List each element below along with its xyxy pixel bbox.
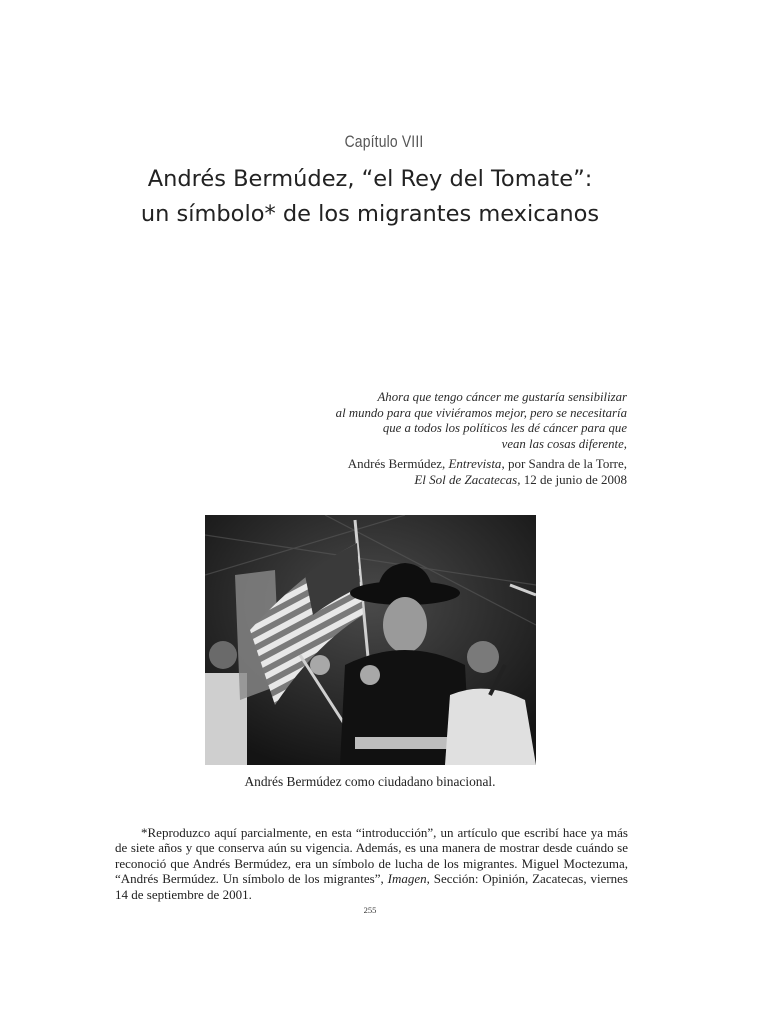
figure-caption: Andrés Bermúdez como ciudadano binacional. — [244, 774, 496, 789]
footnote-text-after: , Sección: Opinión, Zacatecas, viernes 14 de septiembre de 2001. — [115, 871, 628, 902]
epigraph-line: vean las cosas diferente, — [501, 436, 627, 451]
attribution-newspaper: El Sol de Zacatecas, — [414, 472, 521, 487]
chapter-label: Capítulo VIII — [344, 132, 424, 151]
attribution-work: Entrevista — [448, 456, 502, 471]
epigraph-line: Ahora que tengo cáncer me gustaría sensibilizar — [377, 390, 627, 404]
epigraph-attribution — [207, 456, 627, 488]
page-number: 255 — [363, 905, 377, 915]
chapter-title-line-2: un símbolo* de los migrantes mexicanos — [140, 201, 600, 227]
chapter-title — [0, 162, 740, 232]
epigraph-line: al mundo para que viviéramos mejor, pero se necesitaría — [335, 405, 627, 420]
attribution-date: 12 de junio de 2008 — [520, 472, 627, 487]
footnote — [115, 825, 628, 902]
epigraph-line: que a todos los políticos les dé cáncer para que — [382, 421, 627, 436]
photo-illustration — [205, 515, 536, 765]
attribution-line-1 — [207, 456, 627, 472]
attribution-line-2 — [207, 472, 627, 488]
epigraph — [207, 390, 627, 452]
attribution-author: Andrés Bermúdez, — [347, 456, 449, 471]
chapter-title-line-1: Andrés Bermúdez, “el Rey del Tomate”: — [147, 166, 593, 192]
footnote-text-before: *Reproduzco aquí parcialmente, en esta “introducción”, un artículo que escribí hace ya más de siete años y que conserva aún su vigencia. Además, es una manera de mostrar desde cuándo se reconoció que Andrés Bermúdez, era un símbolo de lucha de los migrantes. Miguel Moctezuma, “Andrés Bermúdez. Un símbolo de los migrantes”, — [115, 825, 628, 887]
attribution-rest: , por Sandra de la Torre, — [501, 456, 627, 471]
footnote-text-italic: Imagen — [387, 871, 427, 887]
photo — [205, 515, 536, 765]
